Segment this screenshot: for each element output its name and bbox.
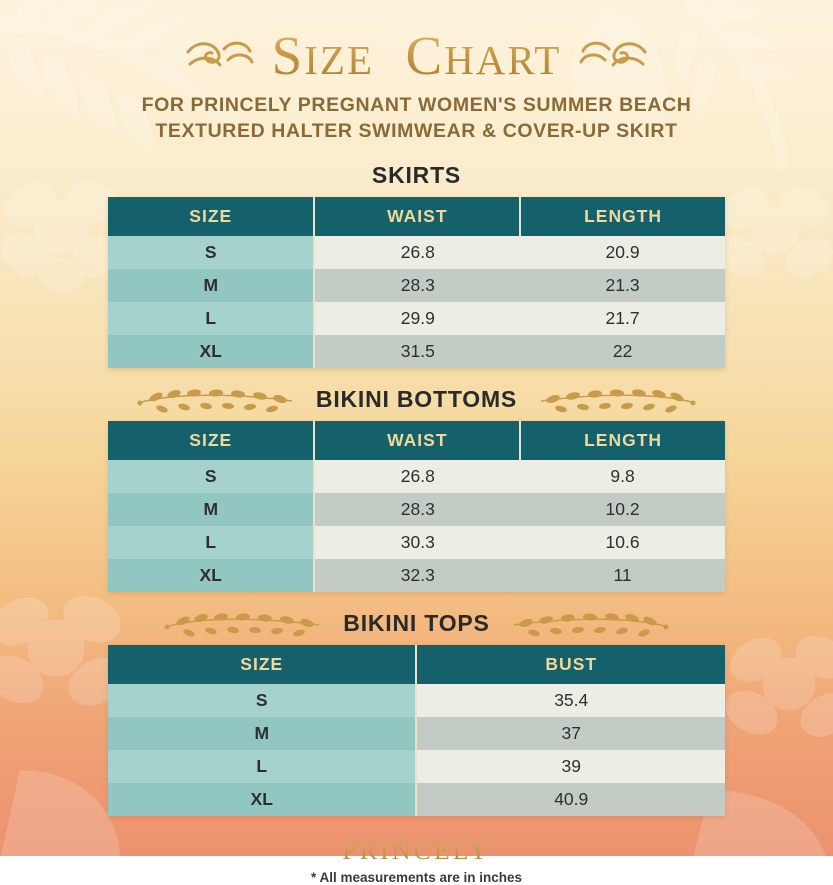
cell-length: 22 bbox=[520, 335, 725, 368]
page-title bbox=[272, 24, 562, 87]
column-header-size: SIZE bbox=[108, 645, 416, 684]
cell-length: 11 bbox=[520, 559, 725, 592]
cell-length: 9.8 bbox=[520, 460, 725, 493]
cell-waist: 29.9 bbox=[314, 302, 520, 335]
table-row bbox=[108, 460, 725, 493]
column-header-waist: WAIST bbox=[314, 421, 520, 460]
cell-length: 10.2 bbox=[520, 493, 725, 526]
subtitle-line-1: FOR PRINCELY PREGNANT WOMEN'S SUMMER BEACH bbox=[141, 94, 692, 116]
cell-length: 21.7 bbox=[520, 302, 725, 335]
table-bikini-tops bbox=[108, 645, 725, 816]
vine-ornament-icon-right bbox=[531, 387, 701, 413]
section-title-bikini-bottoms: BIKINI BOTTOMS bbox=[315, 386, 518, 413]
footer bbox=[48, 836, 785, 885]
title-word1-rest: IZE bbox=[304, 37, 374, 83]
section-title-bikini-tops: BIKINI TOPS bbox=[343, 610, 490, 637]
measurement-note: * All measurements are in inches bbox=[310, 870, 523, 885]
cell-length: 10.6 bbox=[520, 526, 725, 559]
subtitle-line-2: TEXTURED HALTER SWIMWEAR & COVER-UP SKIRT bbox=[155, 119, 678, 142]
table-bikini-bottoms bbox=[108, 421, 725, 592]
cell-waist: 26.8 bbox=[314, 460, 520, 493]
table-header-row bbox=[108, 421, 725, 460]
cell-size: S bbox=[108, 460, 314, 493]
section-header-bikini-bottoms bbox=[48, 386, 785, 413]
cell-size: M bbox=[108, 269, 314, 302]
brand-name: PRINCELY bbox=[48, 836, 785, 866]
cell-size: M bbox=[108, 493, 314, 526]
cell-size: XL bbox=[108, 335, 314, 368]
table-row bbox=[108, 559, 725, 592]
subtitle bbox=[48, 93, 785, 144]
cell-size: XL bbox=[108, 559, 314, 592]
cell-waist: 32.3 bbox=[314, 559, 520, 592]
cell-bust: 39 bbox=[416, 750, 725, 783]
cell-waist: 28.3 bbox=[314, 269, 520, 302]
vine-ornament-icon-left bbox=[132, 387, 302, 413]
table-row bbox=[108, 493, 725, 526]
table-row bbox=[108, 526, 725, 559]
column-header-size: SIZE bbox=[108, 197, 314, 236]
cell-size: S bbox=[108, 684, 416, 717]
cell-size: L bbox=[108, 302, 314, 335]
cell-size: L bbox=[108, 526, 314, 559]
wave-ornament-icon-right bbox=[577, 39, 649, 73]
table-row bbox=[108, 750, 725, 783]
table-row bbox=[108, 236, 725, 269]
table-skirts bbox=[108, 197, 725, 368]
cell-waist: 28.3 bbox=[314, 493, 520, 526]
wave-ornament-icon-left bbox=[184, 39, 256, 73]
title-word1-cap: S bbox=[271, 25, 305, 86]
section-header-skirts bbox=[48, 162, 785, 189]
cell-size: M bbox=[108, 717, 416, 750]
table-row bbox=[108, 269, 725, 302]
title-word2-rest: HART bbox=[444, 37, 562, 83]
column-header-waist: WAIST bbox=[314, 197, 520, 236]
cell-bust: 37 bbox=[416, 717, 725, 750]
cell-size: S bbox=[108, 236, 314, 269]
cell-waist: 26.8 bbox=[314, 236, 520, 269]
cell-length: 21.3 bbox=[520, 269, 725, 302]
table-row bbox=[108, 684, 725, 717]
vine-ornament-icon-left bbox=[159, 611, 329, 637]
section-title-skirts: SKIRTS bbox=[371, 162, 462, 189]
cell-size: L bbox=[108, 750, 416, 783]
table-row bbox=[108, 717, 725, 750]
column-header-size: SIZE bbox=[108, 421, 314, 460]
title-row bbox=[48, 0, 785, 87]
column-header-bust: BUST bbox=[416, 645, 725, 684]
cell-waist: 31.5 bbox=[314, 335, 520, 368]
cell-bust: 35.4 bbox=[416, 684, 725, 717]
column-header-length: LENGTH bbox=[520, 197, 725, 236]
table-row bbox=[108, 783, 725, 816]
title-word2-cap: C bbox=[405, 25, 445, 86]
column-header-length: LENGTH bbox=[520, 421, 725, 460]
cell-bust: 40.9 bbox=[416, 783, 725, 816]
cell-size: XL bbox=[108, 783, 416, 816]
cell-waist: 30.3 bbox=[314, 526, 520, 559]
table-header-row bbox=[108, 645, 725, 684]
cell-length: 20.9 bbox=[520, 236, 725, 269]
vine-ornament-icon-right bbox=[504, 611, 674, 637]
section-header-bikini-tops bbox=[48, 610, 785, 637]
table-row bbox=[108, 335, 725, 368]
table-row bbox=[108, 302, 725, 335]
table-header-row bbox=[108, 197, 725, 236]
